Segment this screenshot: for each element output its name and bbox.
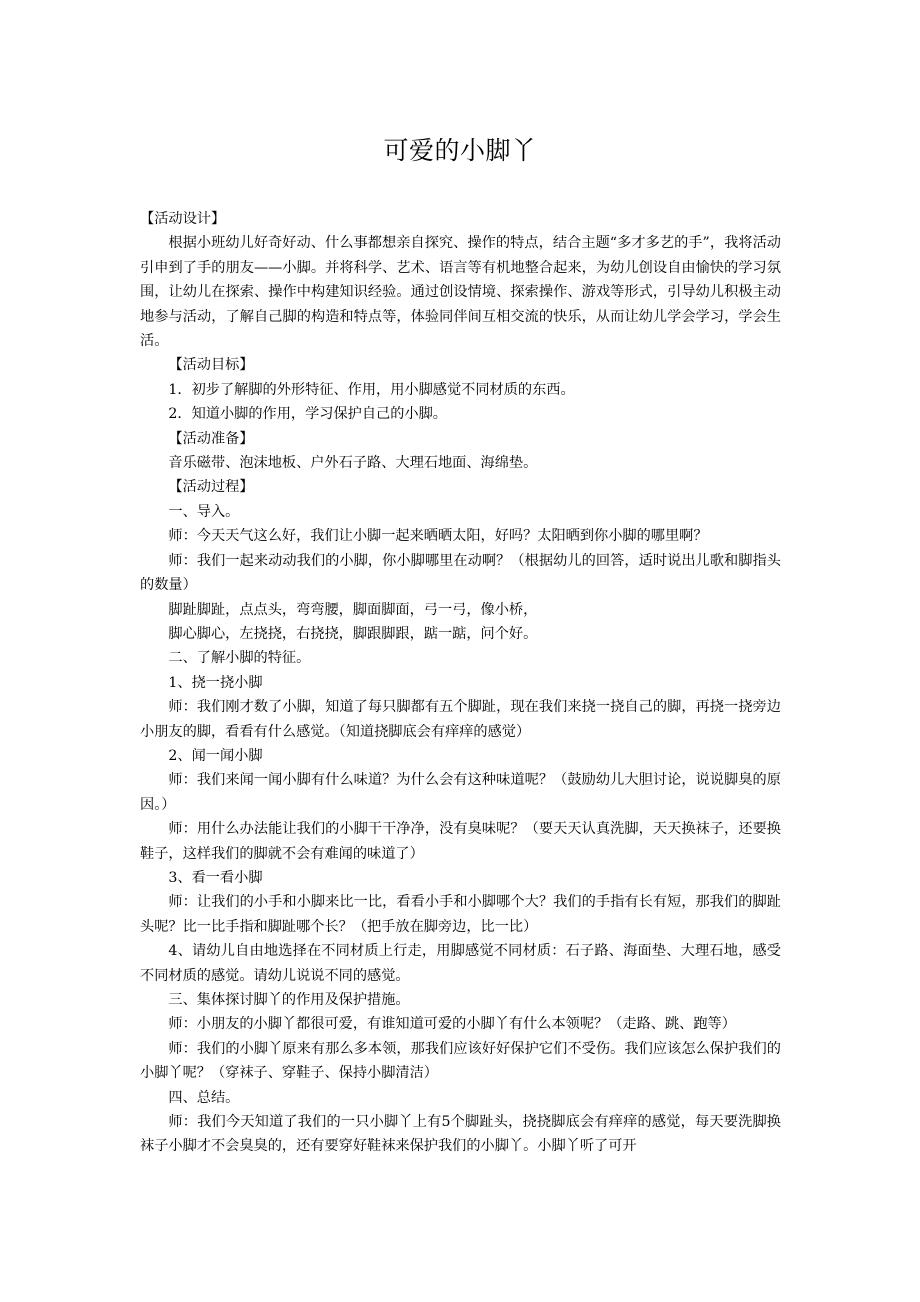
paragraph: 音乐磁带、泡沫地板、户外石子路、大理石地面、海绵垫。: [168, 455, 538, 472]
paragraph: 【活动过程】: [168, 479, 254, 496]
paragraph: 师：用什么办法能让我们的小脚干干净净，没有臭味呢？（要天天认真洗脚，天天换袜子，还要换鞋子，这样我们的脚就不会有难闻的味道了）: [140, 821, 781, 862]
paragraph: 二、了解小脚的特征。: [168, 650, 311, 667]
paragraph: 3、看一看小脚: [168, 869, 263, 886]
document-body: [140, 207, 781, 1159]
paragraph: 三、集体探讨脚丫的作用及保护措施。: [168, 992, 410, 1008]
paragraph: 一、导入。: [168, 503, 240, 520]
paragraph: 脚趾脚趾，点点头，弯弯腰，脚面脚面，弓一弓，像小桥，: [168, 601, 538, 618]
document-title: 可爱的小脚丫: [383, 135, 537, 165]
paragraph: 师：我们来闻一闻小脚有什么味道？为什么会有这种味道呢？（鼓励幼儿大胆讨论，说说脚臭的原因。）: [140, 772, 781, 813]
paragraph: 师：我们的小脚丫原来有那么多本领，那我们应该好好保护它们不受伤。我们应该怎么保护我们的小脚丫呢？（穿袜子、穿鞋子、保持小脚清洁）: [140, 1040, 781, 1082]
paragraph: 师：小朋友的小脚丫都很可爱，有谁知道可爱的小脚丫有什么本领呢？（走路、跳、跑等）: [168, 1016, 736, 1033]
paragraph: 师：今天天气这么好，我们让小脚一起来晒晒太阳，好吗？太阳晒到你小脚的哪里啊？: [168, 528, 708, 545]
paragraph: 2、闻一闻小脚: [168, 747, 263, 764]
paragraph: 四、总结。: [168, 1089, 240, 1106]
paragraph: 师：让我们的小手和小脚来比一比，看看小手和小脚哪个大？我们的手指有长有短，那我们的脚趾头呢？比一比手指和脚趾哪个长？（把手放在脚旁边，比一比）: [140, 894, 781, 935]
paragraph: 1．初步了解脚的外形特征、作用，用小脚感觉不同材质的东西。: [168, 381, 575, 398]
paragraph: 师：我们一起来动动我们的小脚，你小脚哪里在动啊？（根据幼儿的回答，适时说出儿歌和脚指头的数量）: [140, 552, 781, 594]
paragraph: 脚心脚心，左挠挠，右挠挠，脚跟脚跟，踮一踮，问个好。: [168, 625, 538, 642]
paragraph: 1、挠一挠小脚: [168, 674, 263, 691]
paragraph: 【活动目标】: [168, 357, 254, 374]
paragraph: 4、请幼儿自由地选择在不同材质上行走，用脚感觉不同材质：石子路、海面垫、大理石地，感受不同材质的感觉。请幼儿说说不同的感觉。: [140, 943, 781, 984]
paragraph: 师：我们刚才数了小脚，知道了每只脚都有五个脚趾，现在我们来挠一挠自己的脚，再挠一挠旁边小朋友的脚，看看有什么感觉。（知道挠脚底会有痒痒的感觉）: [140, 699, 781, 740]
paragraph: 师：我们今天知道了我们的一只小脚丫上有5个脚趾头，挠挠脚底会有痒痒的感觉，每天要洗脚换袜子小脚才不会臭臭的，还有要穿好鞋袜来保护我们的小脚丫。小脚丫听了可开: [140, 1114, 781, 1155]
paragraph: 根据小班幼儿好奇好动、什么事都想亲自探究、操作的特点，结合主题“多才多艺的手”，我将活动引申到了手的朋友——小脚。并将科学、艺术、语言等有机地整合起来，为幼儿创设自由愉快的学习氛围，让幼儿在探索、操作中构建知识经验。通过创设情境、探索操作、游戏等形式，引导幼儿积极主动地参与活动，了解自己脚的构造和特点等，体验同伴间互相交流的快乐，从而让幼儿学会学习，学会生活。: [140, 235, 781, 350]
paragraph: 2．知道小脚的作用，学习保护自己的小脚。: [168, 406, 447, 423]
paragraph: 【活动准备】: [168, 430, 254, 447]
paragraph: 【活动设计】: [140, 211, 226, 227]
